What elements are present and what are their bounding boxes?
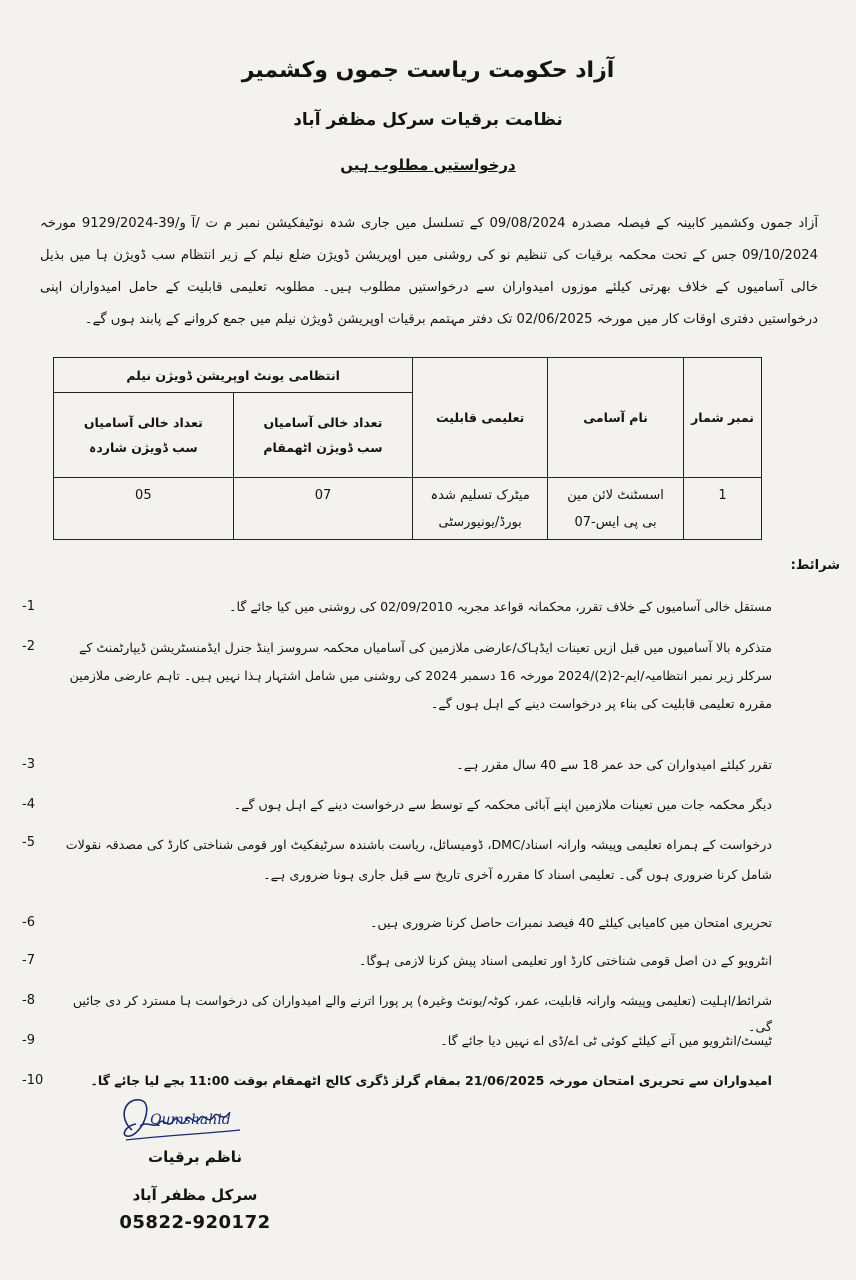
- unit2-header: [54, 393, 234, 478]
- conditions-heading: شرائط:: [790, 558, 840, 573]
- condition-item: [22, 792, 772, 818]
- condition-item: [22, 752, 772, 778]
- office-phone: 05822-920172: [119, 1212, 271, 1233]
- unit1-header-line2: سب ڈویژن اٹھمقام: [263, 440, 383, 455]
- condition-item: [22, 910, 772, 936]
- unit1-header: [233, 393, 413, 478]
- condition-item: [22, 948, 772, 974]
- table-header-row: [54, 358, 762, 393]
- signature-scribble: [110, 1090, 250, 1152]
- post-header: نام آسامی: [548, 358, 684, 478]
- condition-text: مستقل خالی آسامیوں کے خلاف تقرر، محکمانہ قواعد مجریہ 02/09/2010 کی روشنی میں کیا جائے گا۔: [229, 599, 772, 614]
- row-qual-line2: بورڈ/یونیورسٹی: [438, 514, 522, 530]
- condition-item: [22, 830, 772, 890]
- condition-number: -6: [22, 915, 35, 930]
- condition-text: تقرر کیلئے امیدواران کی حد عمر 18 سے 40 سال مقرر ہے۔: [456, 757, 772, 772]
- condition-number: -7: [22, 953, 35, 968]
- row-post-line2: بی پی ایس-07: [574, 514, 657, 530]
- signatory-designation: ناظم برقیات: [148, 1148, 242, 1166]
- condition-number: -9: [22, 1033, 35, 1048]
- condition-text: دیگر محکمہ جات میں تعینات ملازمین اپنے آبائی محکمہ کے توسط سے درخواست دینے کے اہل ہوں گے۔: [233, 797, 772, 812]
- row-post: [548, 478, 684, 540]
- unit2-header-line2: سب ڈویژن شاردہ: [89, 440, 198, 455]
- condition-number: -5: [22, 835, 35, 850]
- notice-heading: درخواستیں مطلوب ہیں: [340, 156, 516, 174]
- condition-text: ٹیسٹ/انٹرویو میں آنے کیلئے کوئی ٹی اے/ڈی اے نہیں دیا جائے گا۔: [440, 1033, 772, 1048]
- row-serial: 1: [684, 478, 762, 540]
- condition-text: متذکرہ بالا آسامیوں میں قبل ازیں تعینات ایڈہاک/عارضی ملازمین کی آسامیاں محکمہ سروسز اینڈ جنرل ایڈمنسٹریشن ڈیپارٹمنٹ کے سرکلر زیر نمبر انتظامیہ/ایم-2(2)/2024 مورخہ 16 دسمبر 2024 کی روشنی میں شامل اشتہار ہذا نہیں ہیں۔ تاہم عارضی ملازمین مقررہ تعلیمی قابلیت کی بناء پر درخواست دینے کے اہل ہوں گے۔: [69, 640, 772, 711]
- row-qual-line1: میٹرک تسلیم شدہ: [430, 487, 530, 503]
- government-title: آزاد حکومت ریاست جموں وکشمیر: [241, 58, 615, 83]
- condition-number: -1: [22, 599, 35, 614]
- condition-number: -2: [22, 639, 35, 654]
- unit2-header-line1: تعداد خالی آسامیاں: [83, 415, 203, 430]
- qualification-header: تعلیمی قابلیت: [413, 358, 548, 478]
- condition-text: تحریری امتحان میں کامیابی کیلئے 40 فیصد نمبرات حاصل کرنا ضروری ہیں۔: [370, 915, 772, 930]
- signatory-circle: سرکل مظفر آباد: [132, 1186, 258, 1204]
- row-qualification: [413, 478, 548, 540]
- condition-item: [22, 1028, 772, 1054]
- condition-text: انٹرویو کے دن اصل قومی شناختی کارڈ اور تعلیمی اسناد پیش کرنا لازمی ہوگا۔: [359, 953, 772, 968]
- row-post-line1: اسسٹنٹ لائن مین: [567, 487, 664, 503]
- office-title: نظامت برقیات سرکل مظفر آباد: [293, 110, 563, 130]
- condition-number: -4: [22, 797, 35, 812]
- row-unit2-count: 05: [54, 478, 234, 540]
- row-unit1-count: 07: [233, 478, 413, 540]
- condition-item: [22, 634, 772, 718]
- condition-text: امیدواران سے تحریری امتحان مورخہ 21/06/2025 بمقام گرلز ڈگری کالج اٹھمقام بوقت 11:00 بجے لیا جائے گا۔: [90, 1073, 772, 1088]
- condition-text: درخواست کے ہمراہ تعلیمی وپیشہ وارانہ اسناد/DMC، ڈومیسائل، ریاست باشندہ سرٹیفکیٹ اور قومی شناختی کارڈ کی مصدقہ نقولات شامل کرنا ضروری ہوں گی۔ تعلیمی اسناد کا مقررہ آخری تاریخ سے قبل جاری ہونا ضروری ہے۔: [65, 837, 772, 882]
- condition-number: -10: [22, 1073, 44, 1088]
- intro-paragraph: آزاد جموں وکشمیر کابینہ کے فیصلہ مصدرہ 09/08/2024 کے تسلسل میں جاری شدہ نوٹیفکیشن نمبر م ت /آ و/39-9129/2024 مورخہ 09/10/2024 جس کے تحت محکمہ برقیات کی تنظیم نو کی روشنی میں اوپریشن ڈویژن ضلع نیلم کے زیر انتظام سب ڈویژن ہا میں بذیل خالی آسامیوں کے خلاف بھرتی کیلئے موزوں امیدواران سے درخواستیں مطلوب ہیں۔ مطلوبہ تعلیمی قابلیت کے حامل امیدواران اپنی درخواستیں دفتری اوقات کار میں مورخہ 02/06/2025 تک دفتر مہتمم برقیات اوپریشن ڈویژن نیلم میں جمع کروانے کے پابند ہوں گے۔: [40, 216, 818, 327]
- unit1-header-line1: تعداد خالی آسامیاں: [263, 415, 383, 430]
- serial-header: نمبر شمار: [684, 358, 762, 478]
- table-row: [54, 478, 762, 540]
- condition-text: شرائط/اہلیت (تعلیمی وپیشہ وارانہ قابلیت، عمر، کوٹہ/یونٹ وغیرہ) پر پورا اترنے والے امیدواران کی درخواست ہا مسترد کر دی جائیں گی۔: [72, 993, 772, 1034]
- condition-number: -8: [22, 993, 35, 1008]
- condition-item: [22, 594, 772, 620]
- unit-group-header: انتظامی یونٹ اوپریشن ڈویژن نیلم: [54, 358, 413, 393]
- signature-text: Qumshahid: [150, 1112, 231, 1128]
- condition-number: -3: [22, 757, 35, 772]
- vacancy-table: [53, 357, 762, 540]
